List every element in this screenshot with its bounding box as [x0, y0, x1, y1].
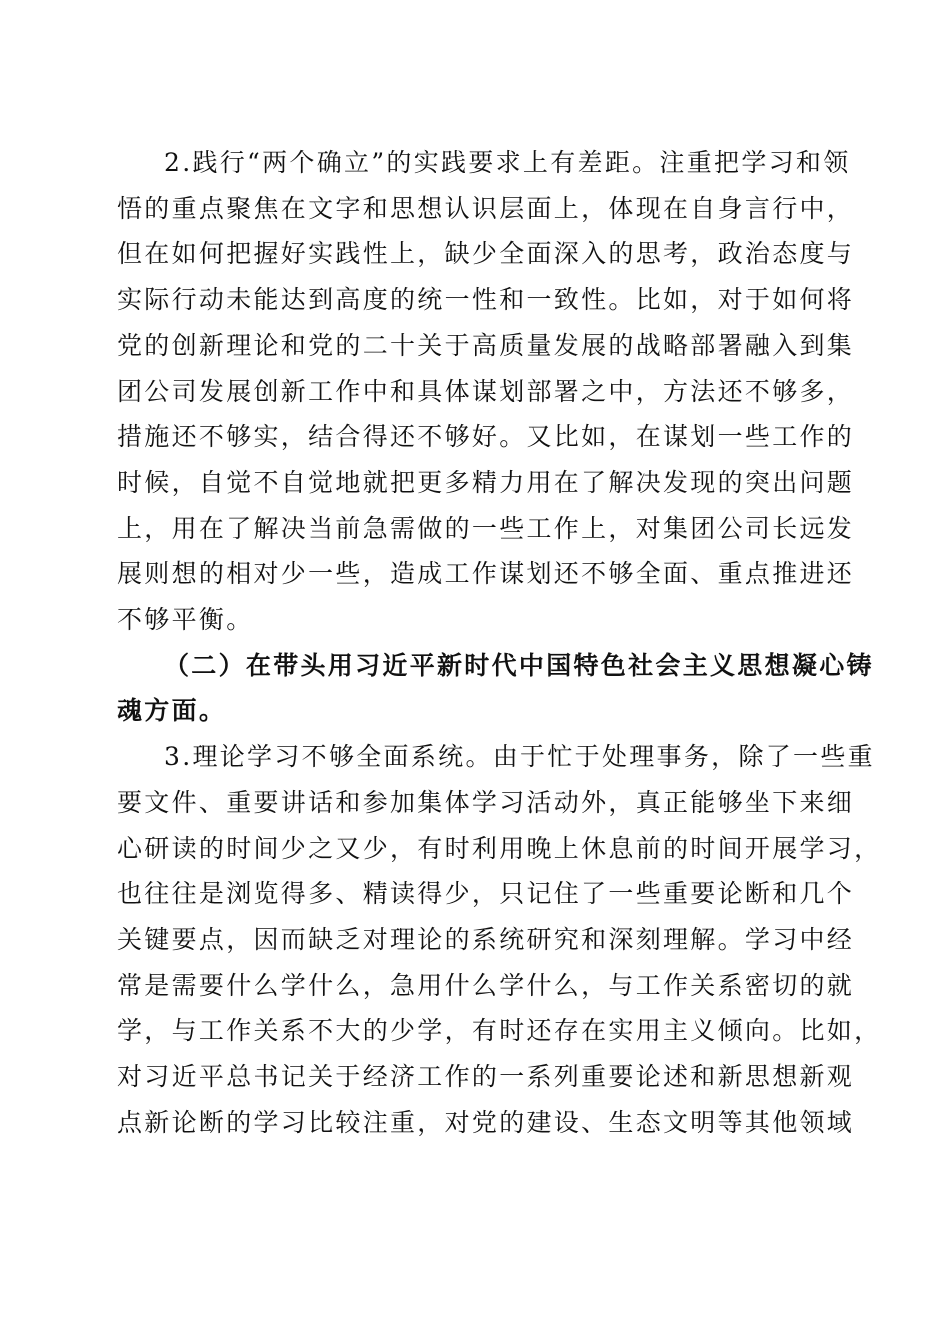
text-line: 2.践行“两个确立”的实践要求上有差距。注重把学习和领 [164, 148, 851, 177]
text-line: 心研读的时间少之又少，有时利用晚上休息前的时间开展学习， [117, 833, 882, 863]
heading-line: （二）在带头用习近平新时代中国特色社会主义思想凝心铸 [164, 650, 874, 680]
text-line: 学，与工作关系不大的少学，有时还存在实用主义倾向。比如， [117, 1016, 882, 1046]
text-line: 点新论断的学习比较注重，对党的建设、生态文明等其他领域 [117, 1107, 855, 1137]
text-line: 常是需要什么学什么，急用什么学什么，与工作关系密切的就 [117, 970, 855, 1000]
text-line: 党的创新理论和党的二十关于高质量发展的战略部署融入到集 [117, 330, 855, 360]
heading-line: 魂方面。 [117, 696, 227, 726]
text-line: 措施还不够实，结合得还不够好。又比如，在谋划一些工作的 [117, 422, 855, 452]
text-line: 但在如何把握好实践性上，缺少全面深入的思考，政治态度与 [117, 239, 855, 269]
text-line: 时候，自觉不自觉地就把更多精力用在了解决发现的突出问题 [117, 467, 855, 497]
text-line: 也往往是浏览得多、精读得少，只记住了一些重要论断和几个 [117, 879, 855, 909]
text-line: 悟的重点聚焦在文字和思想认识层面上，体现在自身言行中， [117, 193, 855, 223]
text-line: 3.理论学习不够全面系统。由于忙于处理事务，除了一些重 [164, 742, 875, 772]
text-line: 对习近平总书记关于经济工作的一系列重要论述和新思想新观 [117, 1062, 855, 1092]
document-body [117, 140, 882, 1145]
text-line: 团公司发展创新工作中和具体谋划部署之中，方法还不够多， [117, 376, 855, 406]
text-line: 上，用在了解决当前急需做的一些工作上，对集团公司长远发 [117, 513, 855, 543]
text-line: 展则想的相对少一些，造成工作谋划还不够全面、重点推进还 [117, 559, 855, 589]
text-line: 关键要点，因而缺乏对理论的系统研究和深刻理解。学习中经 [117, 924, 855, 954]
text-line: 实际行动未能达到高度的统一性和一致性。比如，对于如何将 [117, 285, 855, 315]
text-line: 要文件、重要讲话和参加集体学习活动外，真正能够坐下来细 [117, 787, 855, 817]
paragraph-practice-gap [117, 140, 855, 643]
text-line: 不够平衡。 [117, 605, 254, 635]
section-heading [117, 643, 874, 734]
paragraph-theory-study [117, 734, 882, 1145]
